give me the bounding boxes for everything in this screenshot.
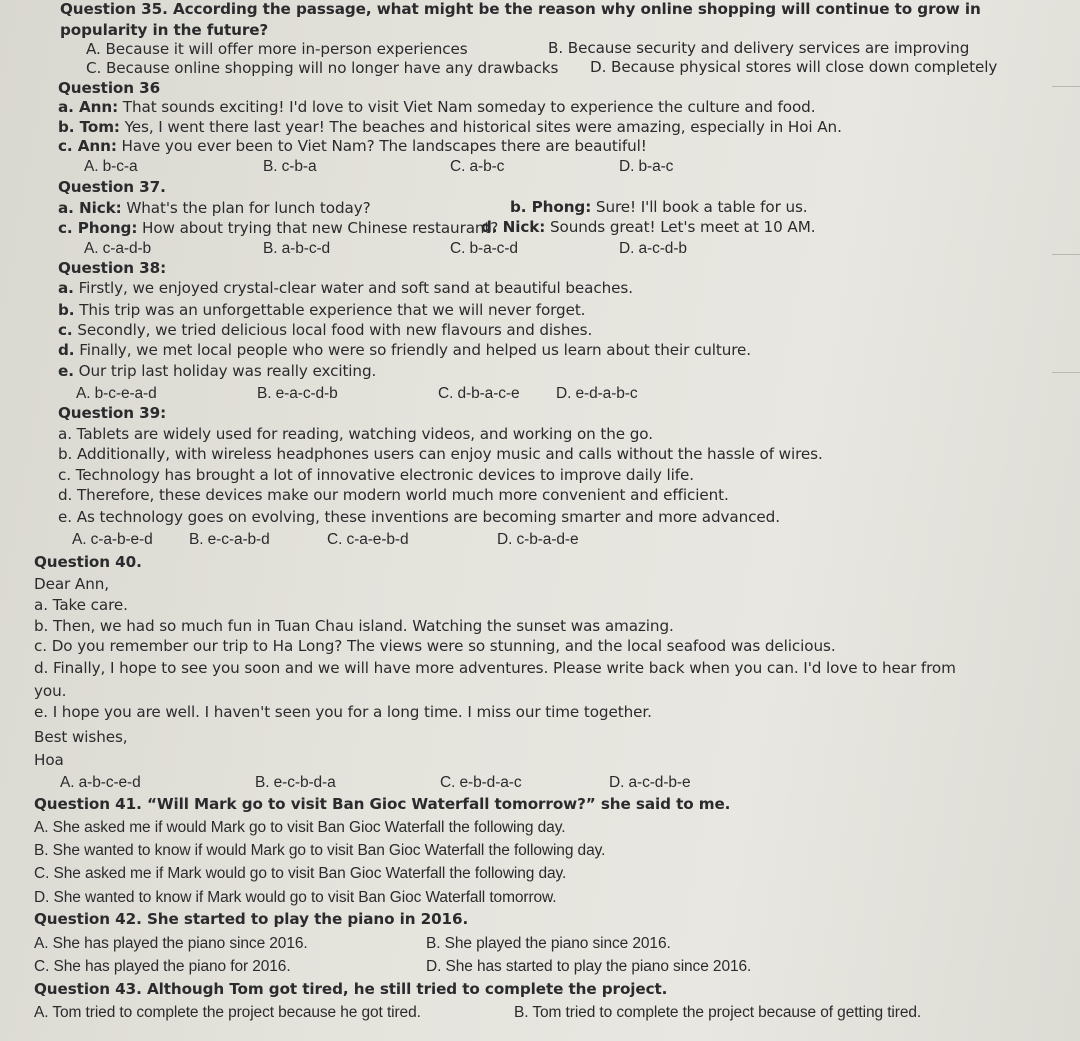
q37-option-a: A. c-a-d-b [84,240,152,257]
q38-title: Question 38: [58,259,167,277]
q35-option-d: D. Because physical stores will close down completely [590,58,998,76]
q39-line-b: b. Additionally, with wireless headphones users can enjoy music and calls without the hassle of wires. [58,445,823,463]
q40-option-c: C. e-b-d-a-c [440,774,522,791]
q38-line-a: a. Firstly, we enjoyed crystal-clear water and soft sand at beautiful beaches. [58,279,633,297]
q41-option-a: A. She asked me if would Mark go to visit Ban Gioc Waterfall the following day. [34,819,566,836]
q40-option-d: D. a-c-d-b-e [609,774,691,791]
q38-line-c: c. Secondly, we tried delicious local food with new flavours and dishes. [58,321,593,339]
q40-title: Question 40. [34,553,142,571]
q36-line-c: c. Ann: Have you ever been to Viet Nam? The landscapes there are beautiful! [58,137,647,155]
q35-title-line2: popularity in the future? [60,21,269,39]
paper-rule [1052,86,1080,87]
q40-line-d2: you. [34,682,67,700]
q43-title: Question 43. Although Tom got tired, he still tried to complete the project. [34,980,668,998]
q39-option-b: B. e-c-a-b-d [189,531,270,548]
q36-line-b: b. Tom: Yes, I went there last year! The beaches and historical sites were amazing, especially in Hoi An. [58,118,842,136]
q40-option-a: A. a-b-c-e-d [60,774,141,791]
q41-option-b: B. She wanted to know if would Mark go to visit Ban Gioc Waterfall the following day. [34,842,606,859]
q38-option-a: A. b-c-e-a-d [76,385,157,402]
q35-option-a: A. Because it will offer more in-person experiences [86,40,468,58]
q39-option-a: A. c-a-b-e-d [72,531,153,548]
q42-option-c: C. She has played the piano for 2016. [34,958,291,975]
q40-line-e: e. I hope you are well. I haven't seen you for a long time. I miss our time together. [34,703,652,721]
q37-title: Question 37. [58,178,166,196]
q35-option-c: C. Because online shopping will no longer have any drawbacks [86,59,559,77]
q39-line-a: a. Tablets are widely used for reading, watching videos, and working on the go. [58,425,653,443]
q40-line-a: a. Take care. [34,596,128,614]
q40-signature: Hoa [34,751,64,769]
q38-line-e: e. Our trip last holiday was really exciting. [58,362,377,380]
q40-line-b: b. Then, we had so much fun in Tuan Chau island. Watching the sunset was amazing. [34,617,674,635]
q39-option-d: D. c-b-a-d-e [497,531,579,548]
paper-rule [1052,372,1080,373]
q37-line-a: a. Nick: What's the plan for lunch today? [58,199,371,217]
q38-line-b: b. This trip was an unforgettable experience that we will never forget. [58,301,586,319]
q42-title: Question 42. She started to play the piano in 2016. [34,910,469,928]
q37-option-d: D. a-c-d-b [619,240,687,257]
q40-line-d1: d. Finally, I hope to see you soon and we will have more adventures. Please write back when you can. I'd love to hear from [34,659,956,677]
q38-option-d: D. e-d-a-b-c [556,385,638,402]
q37-line-b: b. Phong: Sure! I'll book a table for us. [510,198,808,216]
q35-option-b: B. Because security and delivery services are improving [548,39,970,57]
q39-option-c: C. c-a-e-b-d [327,531,409,548]
q38-line-d: d. Finally, we met local people who were so friendly and helped us learn about their culture. [58,341,752,359]
q37-option-c: C. b-a-c-d [450,240,518,257]
q42-option-b: B. She played the piano since 2016. [426,935,671,952]
q41-option-c: C. She asked me if Mark would go to visit Ban Gioc Waterfall the following day. [34,865,567,882]
q42-option-a: A. She has played the piano since 2016. [34,935,308,952]
q37-line-d: d. Nick: Sounds great! Let's meet at 10 AM. [481,218,816,236]
q37-option-b: B. a-b-c-d [263,240,331,257]
q37-line-c: c. Phong: How about trying that new Chinese restaurant? [58,219,499,237]
q39-line-d: d. Therefore, these devices make our modern world much more convenient and efficient. [58,486,729,504]
q38-option-c: C. d-b-a-c-e [438,385,520,402]
q43-option-a: A. Tom tried to complete the project because he got tired. [34,1004,421,1021]
q40-option-b: B. e-c-b-d-a [255,774,336,791]
q40-line-c: c. Do you remember our trip to Ha Long? The views were so stunning, and the local seafood was delicious. [34,637,836,655]
q36-line-a: a. Ann: That sounds exciting! I'd love to visit Viet Nam someday to experience the culture and food. [58,98,816,116]
q40-greeting: Dear Ann, [34,575,109,593]
q36-option-a: A. b-c-a [84,158,138,175]
q38-option-b: B. e-a-c-d-b [257,385,338,402]
paper-rule [1052,254,1080,255]
q41-title: Question 41. “Will Mark go to visit Ban Gioc Waterfall tomorrow?” she said to me. [34,795,731,813]
q36-option-d: D. b-a-c [619,158,674,175]
q36-option-c: C. a-b-c [450,158,505,175]
q41-option-d: D. She wanted to know if Mark would go to visit Ban Gioc Waterfall tomorrow. [34,889,557,906]
q40-closing: Best wishes, [34,728,128,746]
q36-title: Question 36 [58,79,161,97]
q42-option-d: D. She has started to play the piano since 2016. [426,958,752,975]
q43-option-b: B. Tom tried to complete the project because of getting tired. [514,1004,922,1021]
q39-line-c: c. Technology has brought a lot of innovative electronic devices to improve daily life. [58,466,694,484]
q39-line-e: e. As technology goes on evolving, these inventions are becoming smarter and more advanced. [58,508,780,526]
q39-title: Question 39: [58,404,167,422]
q35-title-line1: Question 35. According the passage, what might be the reason why online shopping will continue to grow in [60,0,981,18]
q36-option-b: B. c-b-a [263,158,317,175]
